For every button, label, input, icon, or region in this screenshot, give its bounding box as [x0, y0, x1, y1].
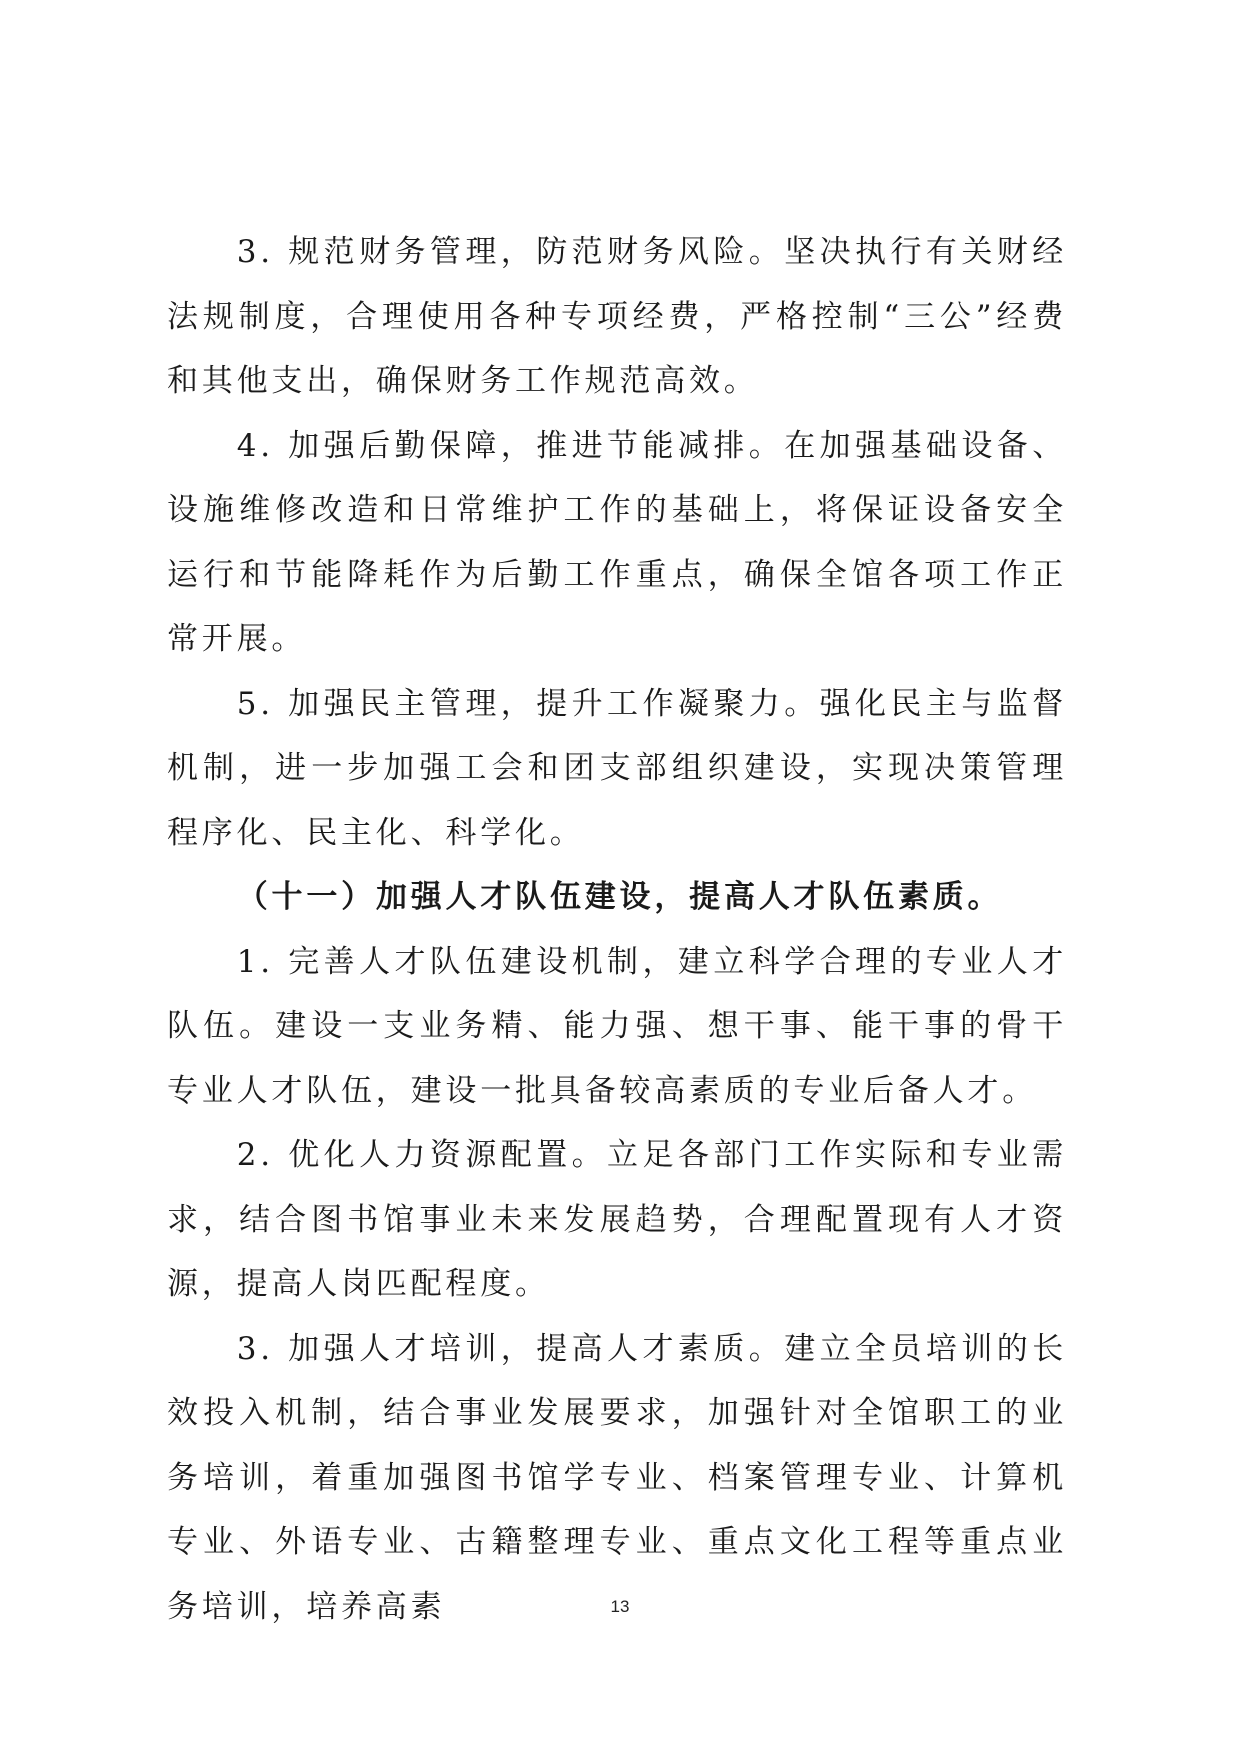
paragraph-hr-allocation: 2. 优化人力资源配置。立足各部门工作实际和专业需求，结合图书馆事业未来发展趋势，合理配置现有人才资源，提高人岗匹配程度。	[167, 1137, 1067, 1302]
paragraph-logistics: 4. 加强后勤保障，推进节能减排。在加强基础设备、设施维修改造和日常维护工作的基础上，将保证设备安全运行和节能降耗作为后勤工作重点，确保全馆各项工作正常开展。	[167, 427, 1067, 657]
document-body	[167, 220, 1067, 1639]
page-number: 13	[610, 1597, 630, 1616]
paragraph-finance: 3. 规范财务管理，防范财务风险。坚决执行有关财经法规制度，合理使用各种专项经费，严格控制“三公”经费和其他支出，确保财务工作规范高效。	[167, 234, 1067, 399]
paragraph-democratic-management: 5. 加强民主管理，提升工作凝聚力。强化民主与监督机制，进一步加强工会和团支部组织建设，实现决策管理程序化、民主化、科学化。	[167, 685, 1067, 851]
paragraph-talent-mechanism: 1. 完善人才队伍建设机制，建立科学合理的专业人才队伍。建设一支业务精、能力强、想干事、能干事的骨干专业人才队伍，建设一批具备较高素质的专业后备人才。	[167, 943, 1067, 1109]
paragraph-training: 3. 加强人才培训，提高人才素质。建立全员培训的长效投入机制，结合事业发展要求，加强针对全馆职工的业务培训，着重加强图书馆学专业、档案管理专业、计算机专业、外语专业、古籍整理专业、重点文化工程等重点业务培训，培养高素	[167, 1330, 1067, 1625]
section-heading-talent: （十一）加强人才队伍建设，提高人才队伍素质。	[236, 879, 1003, 915]
